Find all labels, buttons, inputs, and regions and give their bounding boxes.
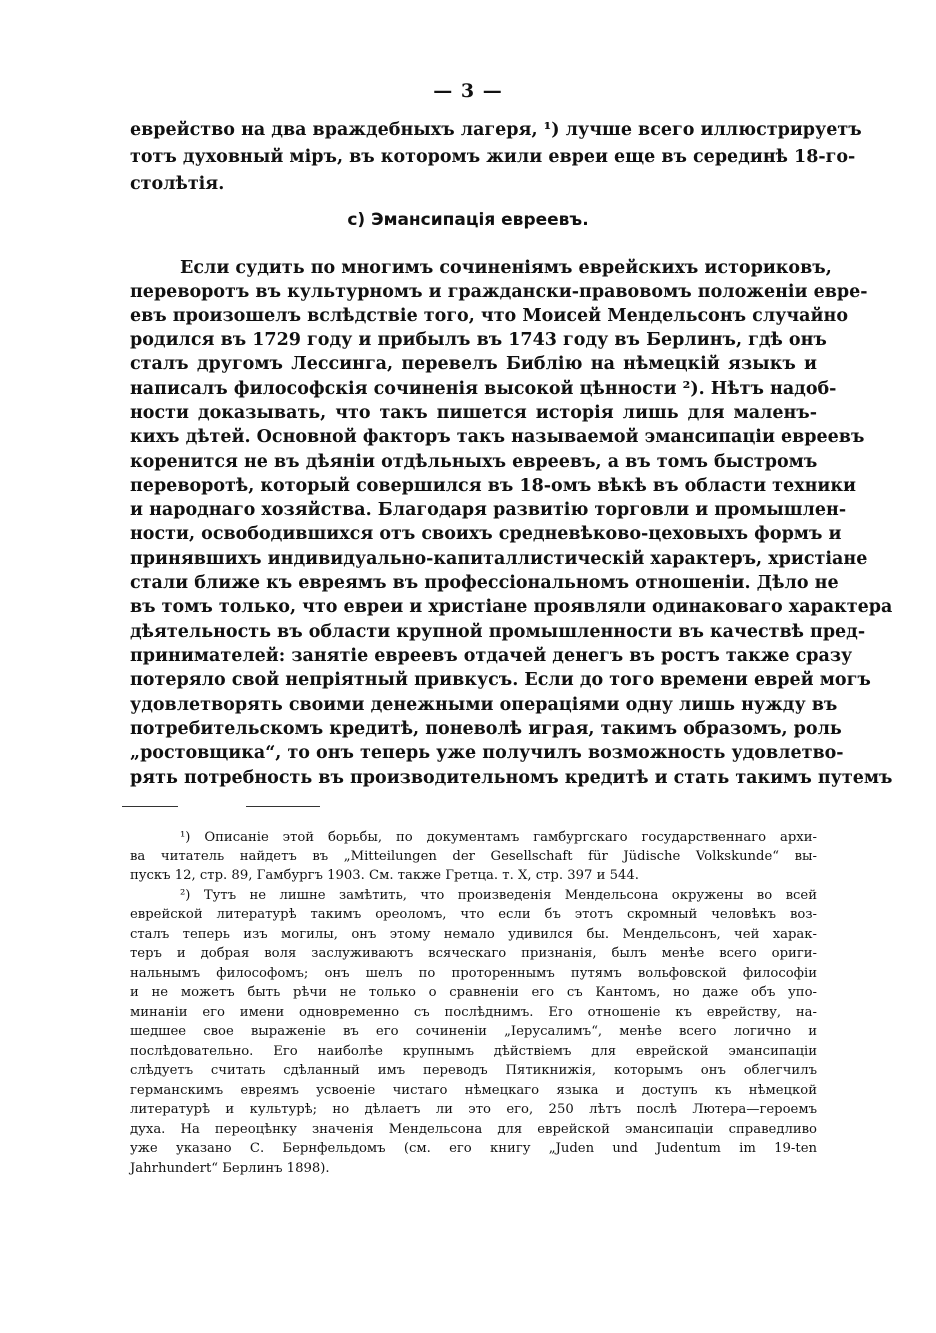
paragraph-line: сталъ другомъ Лессинга, перевелъ Библію на нѣмецкій языкъ и [130,354,817,374]
footnote-line: пускъ 12, стр. 89, Гамбургъ 1903. См. также Гретца. т. X, стр. 397 и 544. [130,868,639,883]
paragraph-line: ности доказывать, что такъ пишется исторія лишь для маленъ- [130,403,817,423]
footnote-rule [246,806,320,807]
footnote-line: слѣдуетъ считать сдѣланный имъ переводъ Пятикнижія, которымъ онъ облегчилъ [130,1063,817,1078]
paragraph-line: ности, освободившихся отъ своихъ средневѣково-цеховыхъ формъ и [130,524,842,544]
paragraph-line: переворотѣ, который совершился въ 18-омъ вѣкѣ въ области техники [130,476,856,496]
footnote-line: ва читатель найдетъ въ „Mitteilungen der Gesellschaft für Jüdische Volkskunde“ вы- [130,849,817,864]
paragraph-line: и народнаго хозяйства. Благодаря развитію торговли и промышлен- [130,500,847,520]
paragraph-line: принимателей: занятіе евреевъ отдачей денегъ въ ростъ также сразу [130,646,853,666]
footnote-line: ¹) Описаніе этой борьбы, по документамъ гамбургскаго государственнаго архи- [180,830,817,845]
paragraph-line: коренится не въ дѣяніи отдѣльныхъ евреевъ, а въ томъ быстромъ [130,452,818,472]
footnote-line: Jahrhundert“ Берлинъ 1898). [130,1161,330,1176]
paragraph-line: переворотъ въ культурномъ и граждански-правовомъ положеніи евре- [130,282,868,302]
intro-line: столѣтія. [130,174,225,194]
paragraph-line: въ томъ только, что евреи и христіане проявляли одинаковаго характера [130,597,893,617]
footnote-line: теръ и добрая воля заслуживаютъ всяческаго признанія, былъ менѣе всего ориги- [130,946,817,961]
paragraph-line: Если судить по многимъ сочиненіямъ еврейскихъ историковъ, [180,258,832,278]
footnote-line: еврейской литературѣ такимъ ореоломъ, что если бъ этотъ скромный человѣкъ воз- [130,907,817,922]
footnote-line: германскимъ евреямъ усвоеніе чистаго нѣмецкаго языка и доступъ къ нѣмецкой [130,1083,817,1098]
paragraph-line: кихъ дѣтей. Основной факторъ такъ называемой эмансипаціи евреевъ [130,427,865,447]
footnote-line: шедшее свое выраженіе въ его сочиненіи „Іерусалимъ“, менѣе всего логично и [130,1024,817,1039]
footnote-line: и не можетъ быть рѣчи не только о сравненіи его съ Кантомъ, но даже объ упо- [130,985,817,1000]
paragraph-line: „ростовщика“, то онъ теперь уже получилъ возможность удовлетво- [130,743,844,763]
paragraph-line: евъ произошелъ вслѣдствіе того, что Моисей Мендельсонъ случайно [130,306,848,326]
footnote-line: литературѣ и культурѣ; но дѣлаетъ ли это его, 250 лѣтъ послѣ Лютера—героемъ [130,1102,817,1117]
paragraph-line: принявшихъ индивидуально-капиталлистическій характеръ, христіане [130,549,868,569]
intro-line: еврейство на два враждебныхъ лагеря, ¹) лучше всего иллюстрируетъ [130,120,862,140]
footnote-line: уже указано С. Бернфельдомъ (см. его книгу „Juden und Judentum im 19-ten [130,1141,817,1156]
footnote-rule [122,806,178,807]
paragraph-line: дѣятельность въ области крупной промышленности въ качествѣ пред- [130,622,866,642]
page-number: — 3 — [433,80,503,102]
paragraph-line: потеряло свой непріятный привкусъ. Если до того времени еврей могъ [130,670,871,690]
paragraph-line: потребительскомъ кредитѣ, поневолѣ играя, такимъ образомъ, роль [130,719,842,739]
intro-line: тотъ духовный міръ, въ которомъ жили евреи еще въ серединѣ 18-го- [130,147,856,167]
footnote-line: духа. На переоцѣнку значенія Мендельсона для еврейской эмансипаціи справедливо [130,1122,817,1137]
footnote-line: ²) Тутъ не лишне замѣтить, что произведенія Мендельсона окружены во всей [180,888,817,903]
footnote-line: минаніи его имени одновременно съ послѣднимъ. Его отношеніе къ еврейству, на- [130,1005,817,1020]
paragraph-line: удовлетворять своими денежными операціями одну лишь нужду въ [130,695,838,715]
footnote-line: послѣдовательно. Его наиболѣе крупнымъ дѣйствіемъ для еврейской эмансипаціи [130,1044,817,1059]
paragraph-line: стали ближе къ евреямъ въ профессіональномъ отношеніи. Дѣло не [130,573,839,593]
section-heading: c) Эмансипація евреевъ. [347,210,589,230]
footnote-line: сталъ теперь изъ могилы, онъ этому немало удивился бы. Мендельсонъ, чей харак- [130,927,817,942]
paragraph-line: написалъ философскія сочиненія высокой цѣнности ²). Нѣтъ надоб- [130,379,837,399]
footnote-line: нальнымъ философомъ; онъ шелъ по протореннымъ путямъ вольфовской философіи [130,966,817,981]
paragraph-line: родился въ 1729 году и прибылъ въ 1743 году въ Берлинъ, гдѣ онъ [130,330,827,350]
paragraph-line: рять потребность въ производительномъ кредитѣ и стать такимъ путемъ [130,768,893,788]
